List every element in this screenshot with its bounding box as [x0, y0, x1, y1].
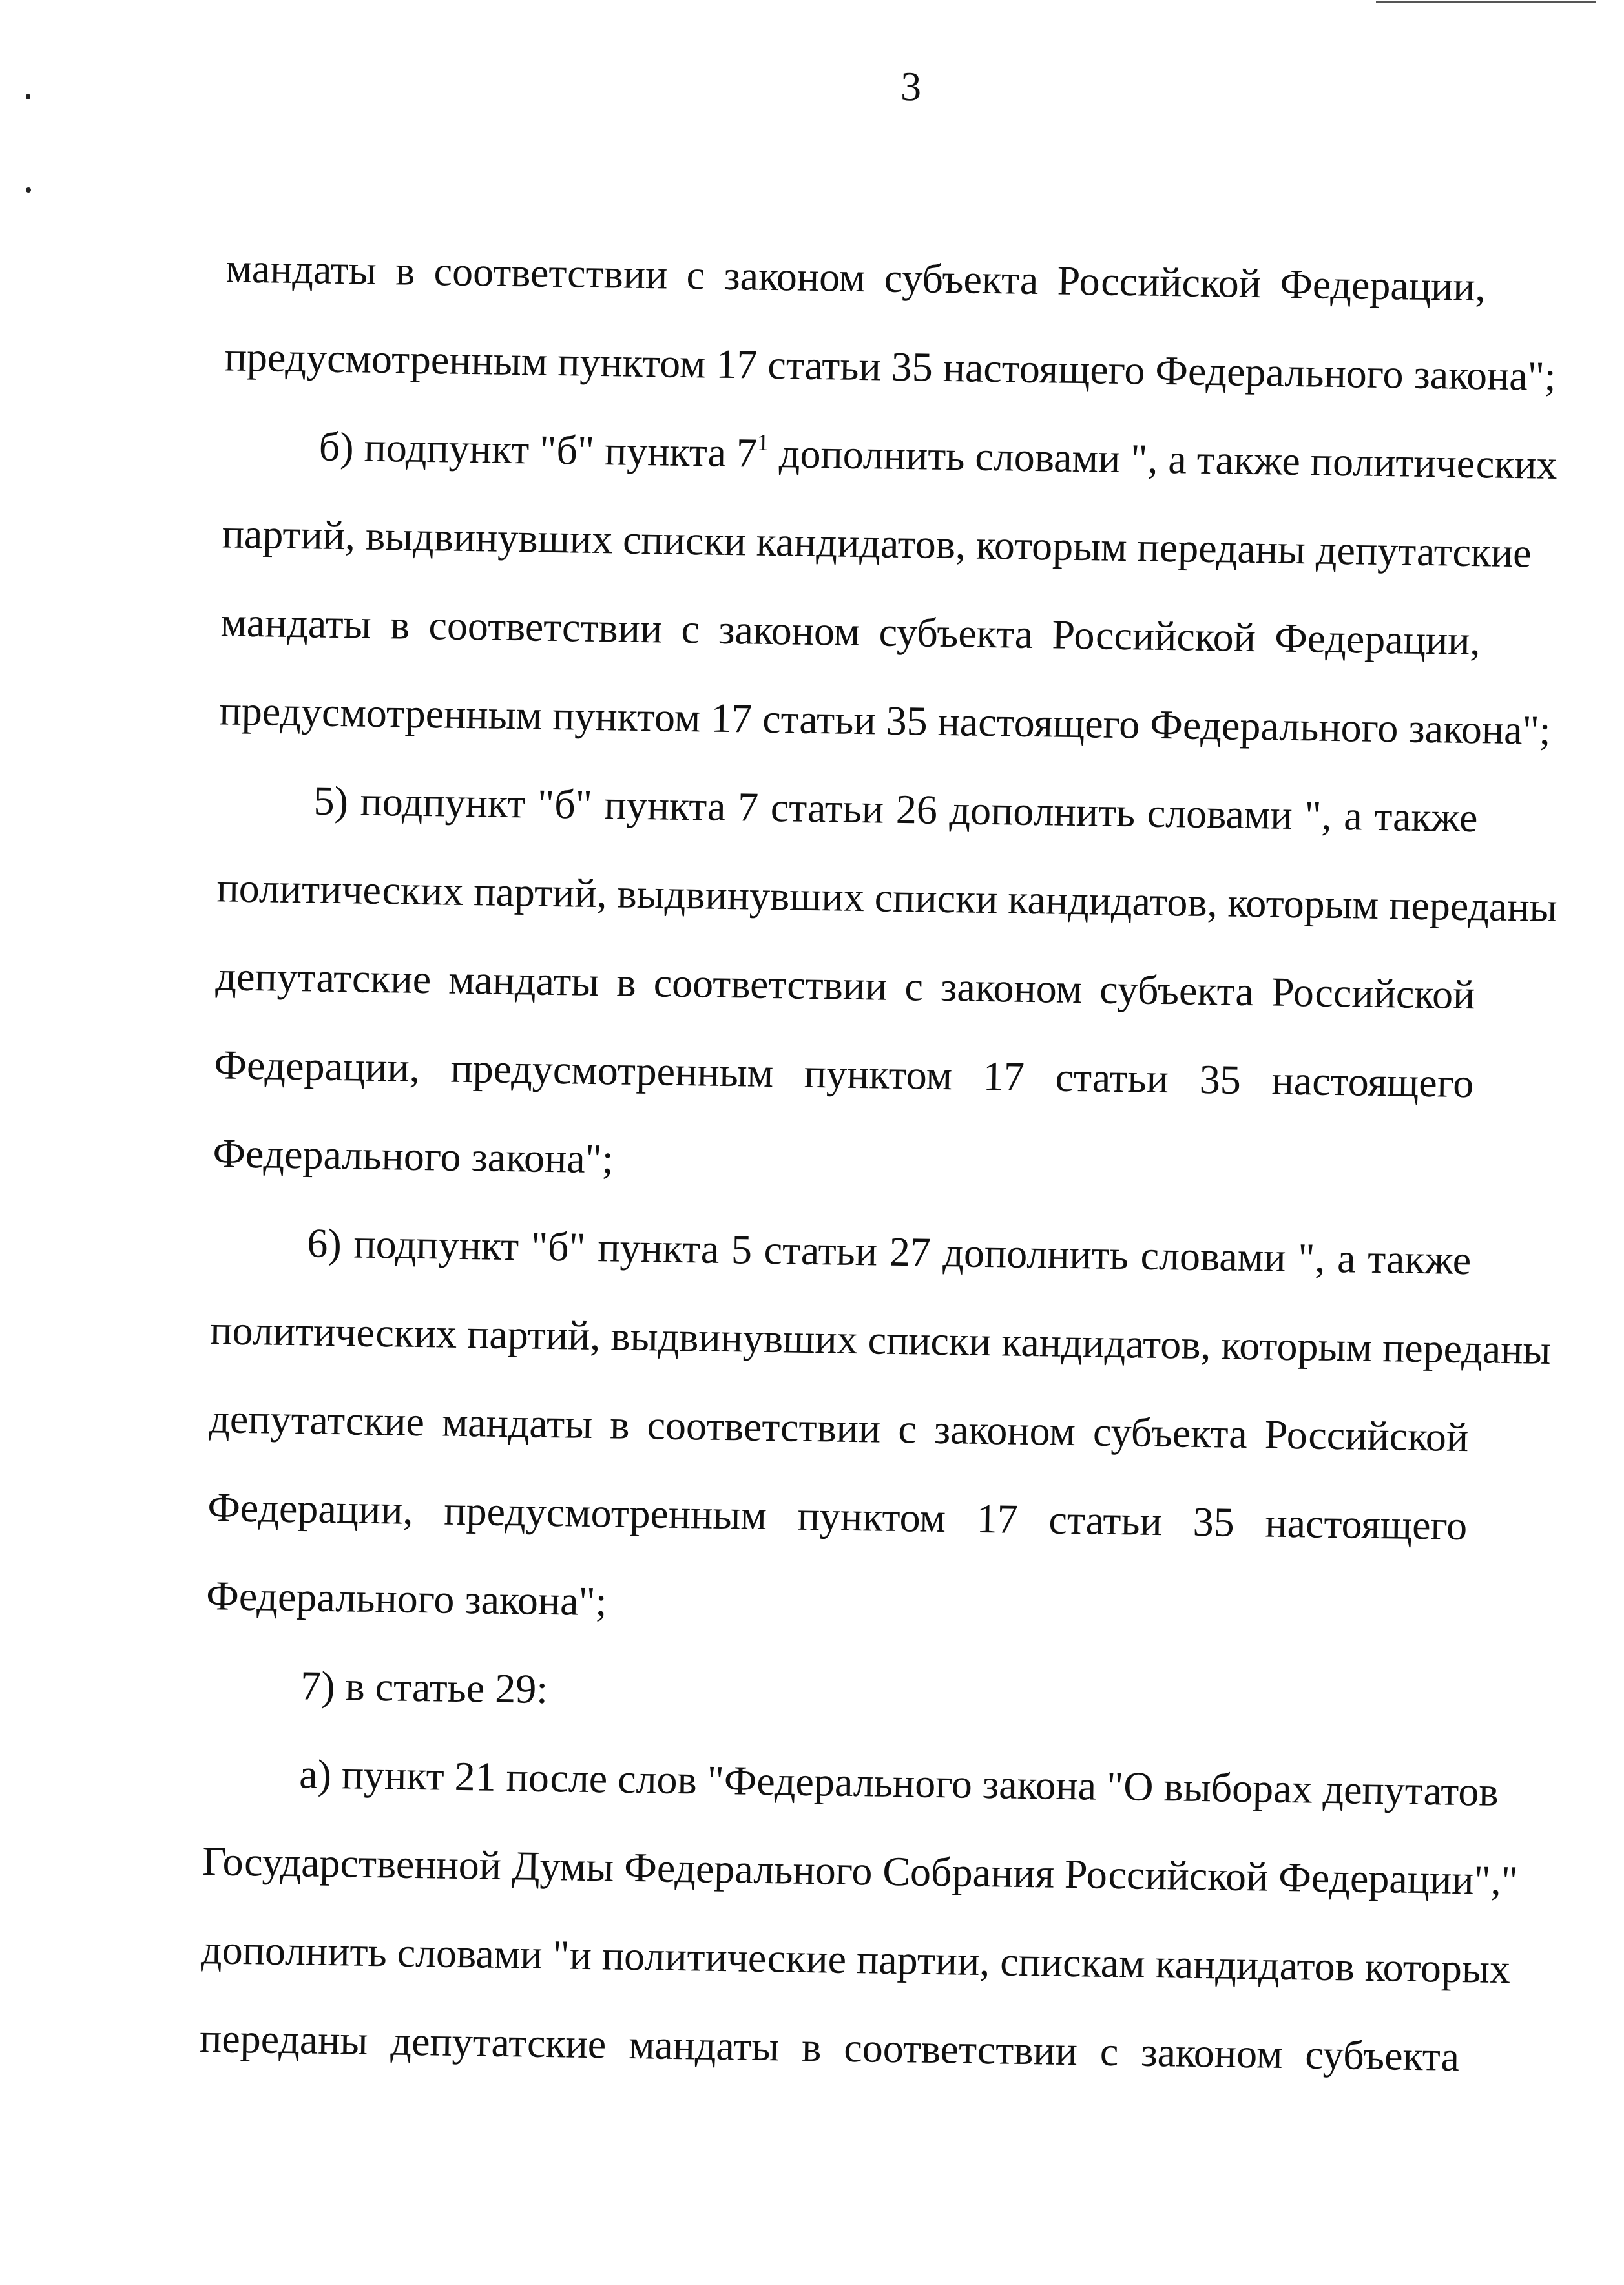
text-line: предусмотренным пунктом 17 статьи 35 настоящего Федерального закона"; [224, 333, 1557, 399]
text-line: депутатские мандаты в соответствии с законом субъекта Российской [215, 953, 1475, 1018]
text-fragment: дополнить словами ", а также политических [768, 430, 1558, 488]
document-body [199, 224, 1558, 2101]
text-line: мандаты в соответствии с законом субъекта Российской Федерации, [220, 599, 1481, 664]
text-line: 6) подпункт "б" пункта 5 статьи 27 дополнить словами ", а также [306, 1220, 1472, 1284]
scan-edge-line [1376, 1, 1596, 3]
text-line: политических партий, выдвинувших списки кандидатов, которым переданы [216, 864, 1558, 931]
text-line: Федерального закона"; [205, 1572, 608, 1625]
text-line: предусмотренным пунктом 17 статьи 35 настоящего Федерального закона"; [219, 687, 1551, 753]
text-line: 7) в статье 29: [300, 1662, 548, 1713]
text-line: дополнить словами "и политические партии, спискам кандидатов которых [200, 1926, 1511, 1992]
text-line: Государственной Думы Федерального Собрания Российской Федерации"," [202, 1838, 1519, 1904]
page-number: 3 [900, 63, 922, 110]
text-line: переданы депутатские мандаты в соответствии с законом субъекта [199, 2015, 1460, 2080]
text-line: депутатские мандаты в соответствии с законом субъекта Российской [208, 1395, 1469, 1461]
text-line: Федерации, предусмотренным пунктом 17 статьи 35 настоящего [207, 1484, 1468, 1549]
text-line: Федерального закона"; [213, 1130, 614, 1182]
text-fragment: б) подпункт "б" пункта 7 [318, 423, 758, 476]
text-line: а) пункт 21 после слов "Федерального закона "О выборах депутатов [298, 1751, 1499, 1815]
text-line: 5) подпункт "б" пункта 7 статьи 26 дополнить словами ", а также [313, 777, 1478, 841]
text-line: политических партий, выдвинувших списки кандидатов, которым переданы [209, 1307, 1552, 1373]
superscript: 1 [756, 429, 769, 455]
text-line: мандаты в соответствии с законом субъекта Российской Федерации, [225, 245, 1486, 310]
text-line: Федерации, предусмотренным пунктом 17 статьи 35 настоящего [214, 1041, 1474, 1107]
text-line: партий, выдвинувших списки кандидатов, которым переданы депутатские [222, 510, 1532, 576]
